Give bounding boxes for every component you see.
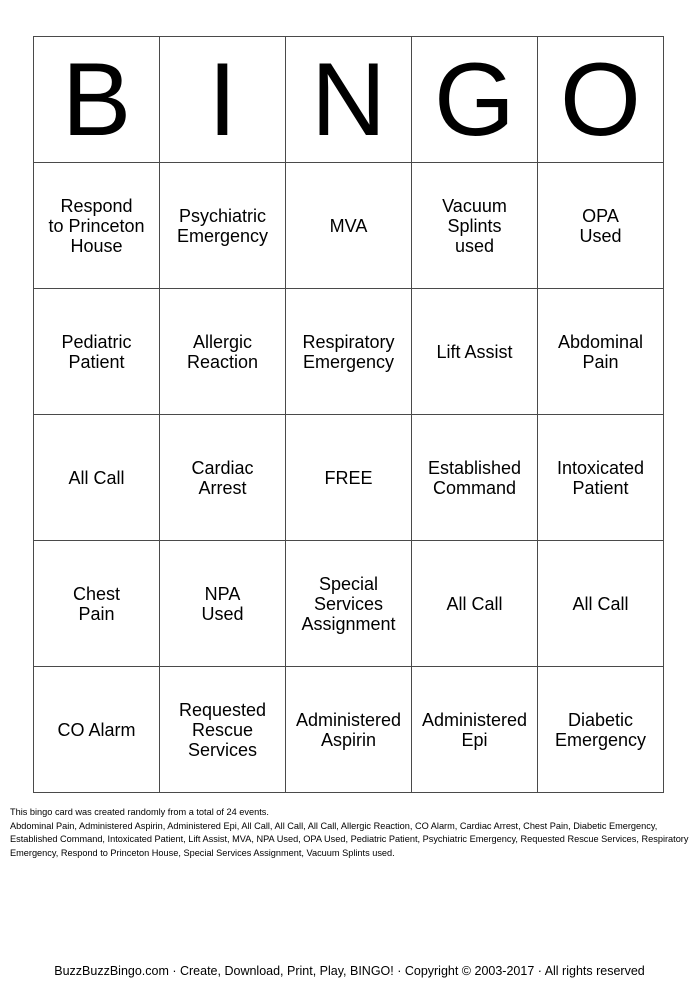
bingo-cell: Pediatric Patient: [34, 289, 160, 415]
header-letter-b: B: [34, 37, 160, 163]
card-info: [10, 806, 694, 860]
bingo-cell: Respiratory Emergency: [286, 289, 412, 415]
header-letter-o: O: [538, 37, 664, 163]
card-info-summary: This bingo card was created randomly from a total of 24 events.: [10, 807, 269, 817]
bingo-cell: Intoxicated Patient: [538, 415, 664, 541]
bingo-cell: Abdominal Pain: [538, 289, 664, 415]
bingo-cell: OPA Used: [538, 163, 664, 289]
bingo-cell: MVA: [286, 163, 412, 289]
header-letter-n: N: [286, 37, 412, 163]
bingo-cell: NPA Used: [160, 541, 286, 667]
bingo-cell: Allergic Reaction: [160, 289, 286, 415]
bingo-cell: All Call: [412, 541, 538, 667]
bingo-row: [34, 541, 664, 667]
header-letter-i: I: [160, 37, 286, 163]
bingo-cell: Administered Epi: [412, 667, 538, 793]
bingo-free-cell: FREE: [286, 415, 412, 541]
bingo-cell: CO Alarm: [34, 667, 160, 793]
bingo-header-row: [34, 37, 664, 163]
bingo-row: [34, 667, 664, 793]
card-info-event-list: Abdominal Pain, Administered Aspirin, Administered Epi, All Call, All Call, All Call, Allergic Reaction, CO Alarm, Cardiac Arrest, Chest Pain, Diabetic Emergency, Established Command, Intoxicated Patient, Lift Assist, MVA, NPA Used, OPA Used, Pediatric Patient, Psychiatric Emergency, Requested Rescue Services, Respiratory Emergency, Respond to Princeton House, Special Services Assignment, Vacuum Splints used.: [10, 820, 689, 858]
header-letter-g: G: [412, 37, 538, 163]
bingo-cell: Requested Rescue Services: [160, 667, 286, 793]
bingo-cell: Lift Assist: [412, 289, 538, 415]
bingo-row: [34, 415, 664, 541]
bingo-cell: All Call: [34, 415, 160, 541]
bingo-cell: Cardiac Arrest: [160, 415, 286, 541]
bingo-row: [34, 289, 664, 415]
bingo-cell: Psychiatric Emergency: [160, 163, 286, 289]
bingo-cell: Vacuum Splints used: [412, 163, 538, 289]
bingo-card: [33, 36, 664, 793]
bingo-row: [34, 163, 664, 289]
bingo-cell: Administered Aspirin: [286, 667, 412, 793]
bingo-cell: Diabetic Emergency: [538, 667, 664, 793]
bingo-cell: Chest Pain: [34, 541, 160, 667]
bingo-cell: All Call: [538, 541, 664, 667]
page-footer: BuzzBuzzBingo.com · Create, Download, Print, Play, BINGO! · Copyright © 2003-2017 · All rights reserved: [54, 964, 645, 978]
bingo-cell: Respond to Princeton House: [34, 163, 160, 289]
bingo-cell: Established Command: [412, 415, 538, 541]
bingo-cell: Special Services Assignment: [286, 541, 412, 667]
